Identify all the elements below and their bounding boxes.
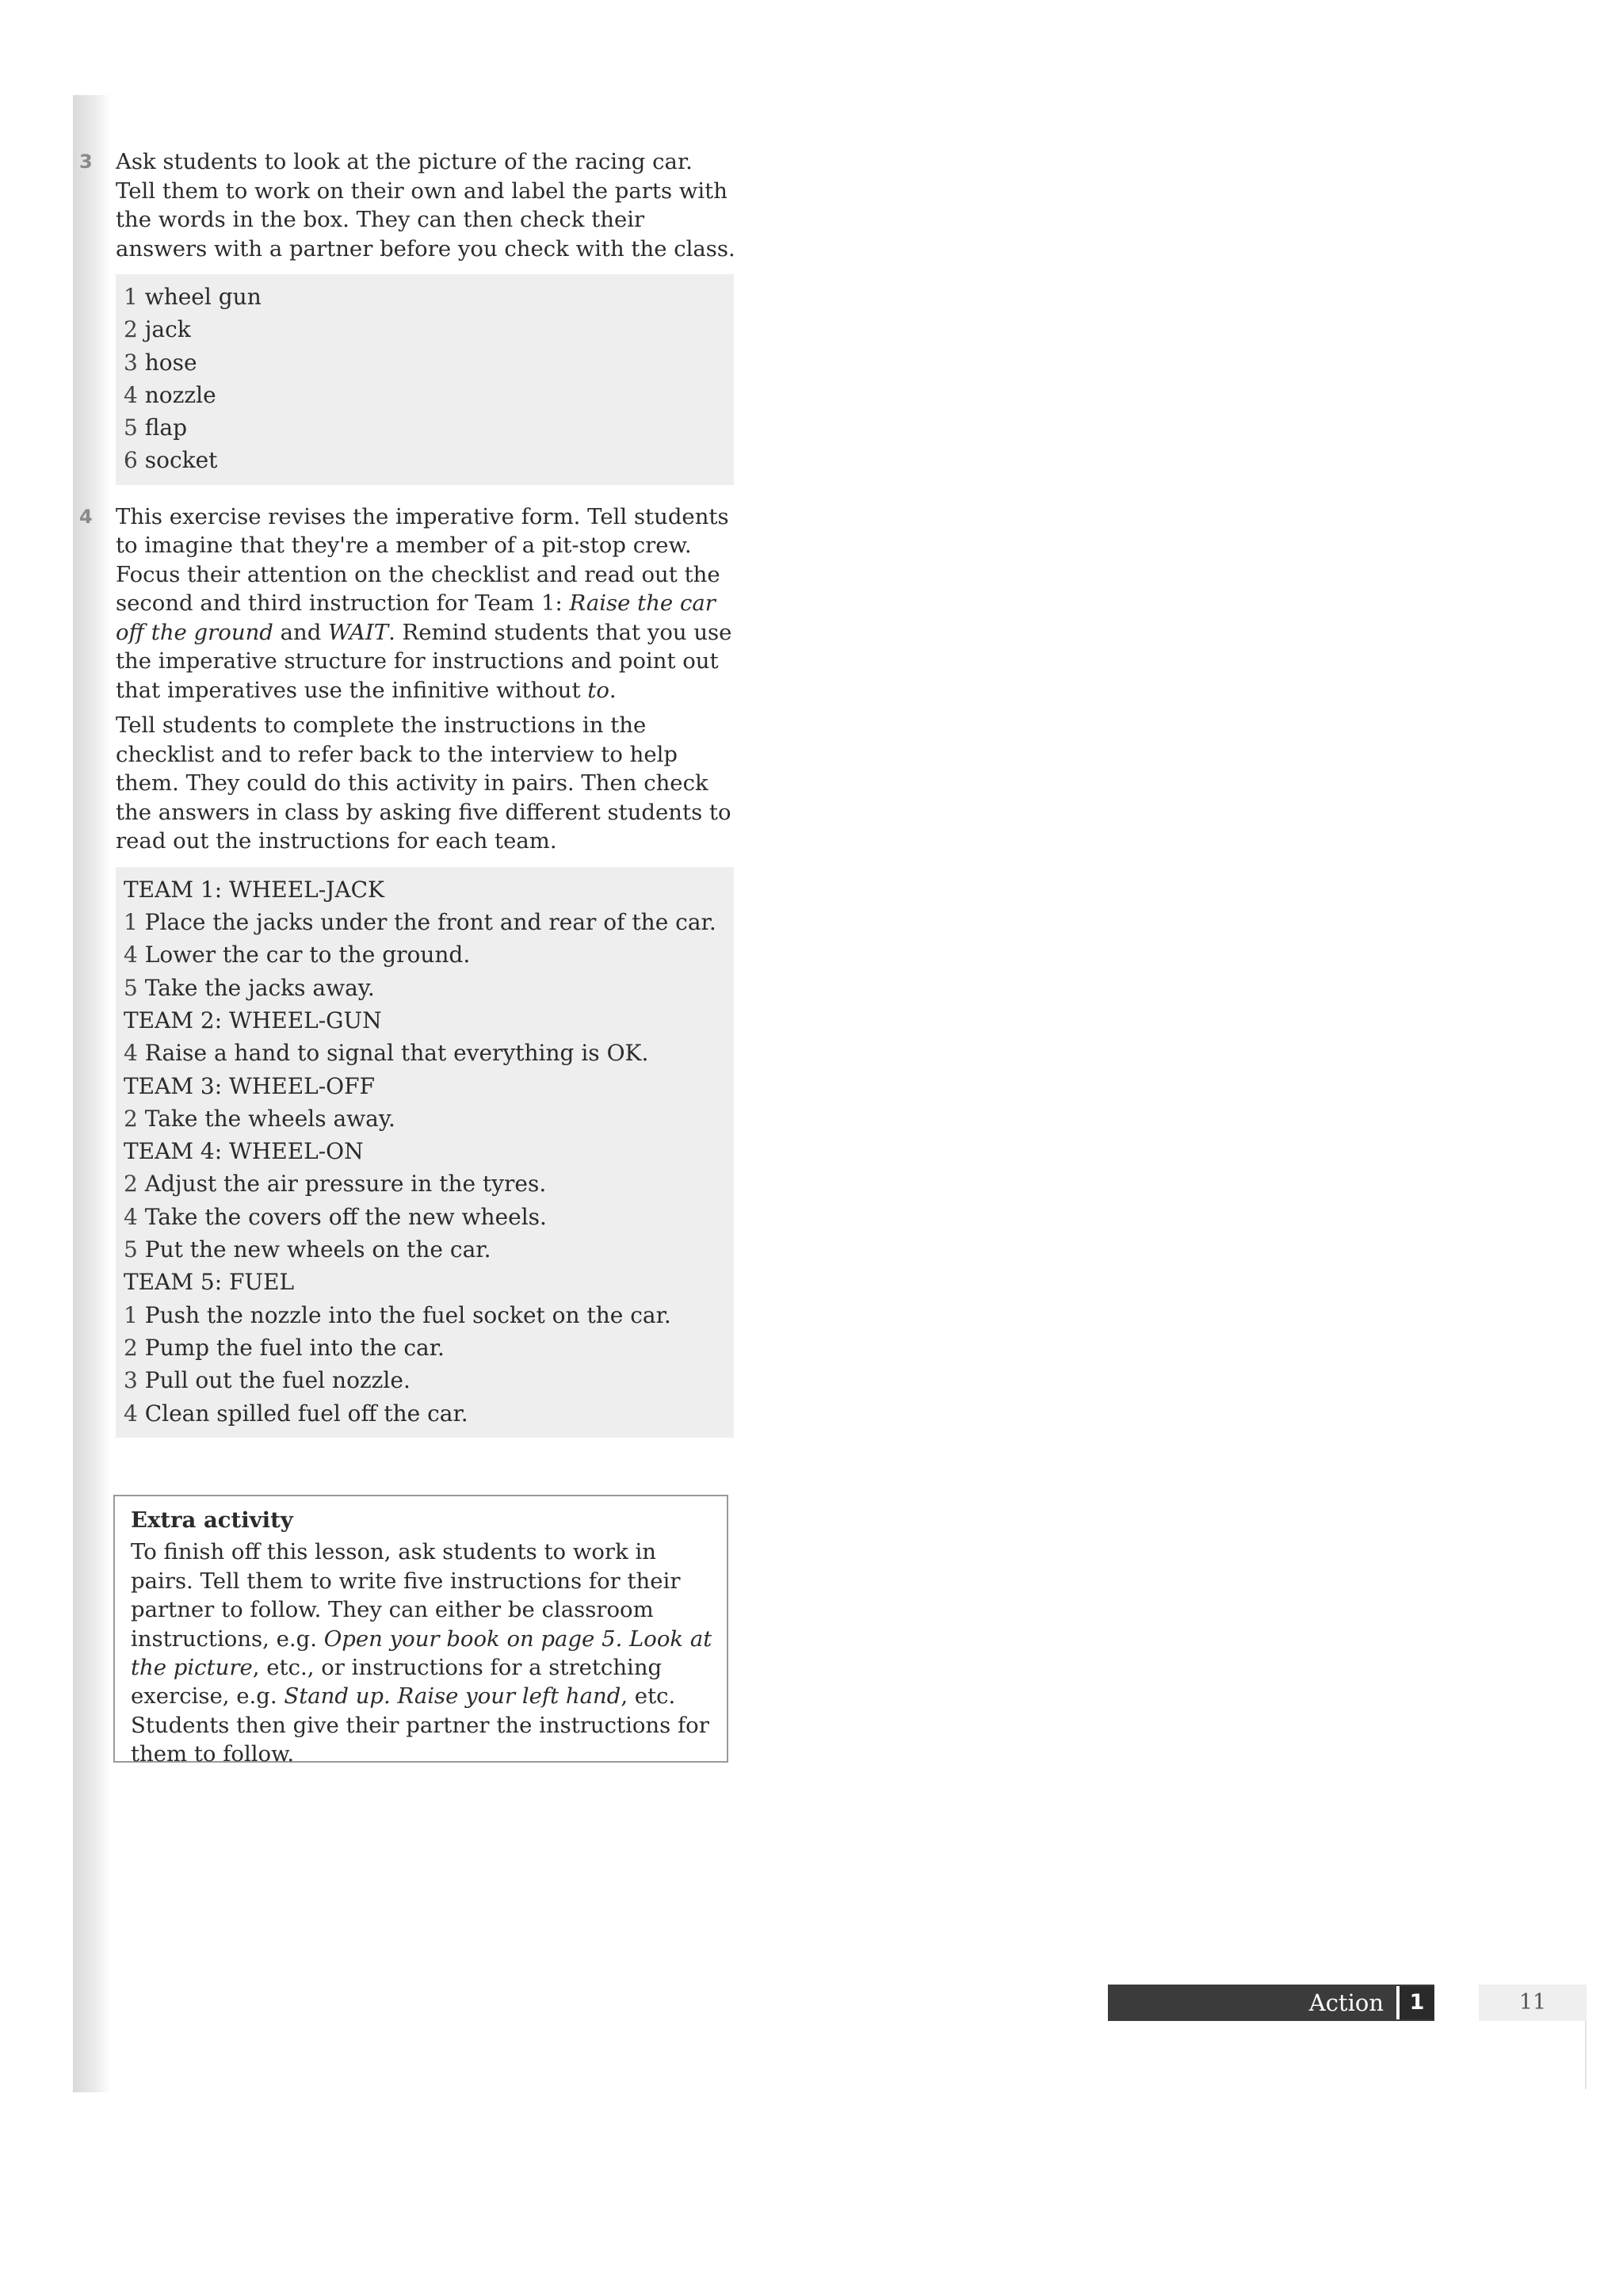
answer-line: 3 Pull out the fuel nozzle. bbox=[124, 1367, 411, 1394]
exercise-4-paragraph-2: Tell students to complete the instructions in the checklist and to refer back to the interview to help them. They could do this activity in pairs. Then check the answers in class by asking five different students to read out the instructions for each team. bbox=[116, 712, 731, 854]
exercise-4-paragraph-1: This exercise revises the imperative form. Tell students to imagine that they're a member of a pit-stop crew. Focus their attention on the checklist and read out the second and third instruction for Team 1: Raise the car off the ground and WAIT. Remind students that you use the imperative structure for instructions and point out that imperatives use the infinitive without to. bbox=[116, 503, 732, 703]
answer-line: 4 Lower the car to the ground. bbox=[124, 942, 471, 968]
answer-line: 4 Raise a hand to signal that everything is OK. bbox=[124, 1040, 649, 1067]
exercise-3-instructions: Ask students to look at the picture of the racing car. Tell them to work on their own and label the parts with the words in the box. They can then check their answers with a partner before you check with the class. bbox=[116, 149, 735, 262]
answer-line: 5 Take the jacks away. bbox=[124, 974, 375, 1001]
team-heading: TEAM 2: WHEEL-GUN bbox=[124, 1007, 382, 1033]
answer-line: 5 flap bbox=[124, 415, 188, 441]
answer-line: 4 nozzle bbox=[124, 381, 216, 408]
answer-line: 1 Push the nozzle into the fuel socket on the car. bbox=[124, 1301, 671, 1328]
team-heading: TEAM 3: WHEEL-OFF bbox=[124, 1072, 375, 1099]
checklist-answer-box bbox=[116, 867, 734, 1438]
main-column bbox=[79, 147, 739, 1455]
exercise-number: 3 bbox=[79, 151, 93, 173]
unit-label: Action bbox=[1308, 1989, 1384, 2016]
answer-line: 2 jack bbox=[124, 316, 191, 343]
extra-activity-box bbox=[113, 1495, 728, 1767]
unit-footer-band bbox=[1108, 1985, 1434, 2021]
exercise-number: 4 bbox=[79, 505, 93, 528]
answer-key-box bbox=[116, 274, 734, 485]
answer-line: 6 socket bbox=[124, 447, 218, 474]
answer-line: 3 hose bbox=[124, 349, 197, 376]
team-heading: TEAM 5: FUEL bbox=[124, 1269, 295, 1296]
exercise-3 bbox=[79, 147, 739, 485]
page-number: 11 bbox=[1479, 1985, 1587, 2021]
answer-line: 5 Put the new wheels on the car. bbox=[124, 1236, 491, 1263]
extra-activity-title: Extra activity bbox=[131, 1507, 293, 1533]
answer-line: 2 Adjust the air pressure in the tyres. bbox=[124, 1171, 547, 1198]
team-heading: TEAM 1: WHEEL-JACK bbox=[124, 876, 384, 903]
answer-line: 4 Take the covers off the new wheels. bbox=[124, 1203, 547, 1230]
scan-shadow bbox=[73, 95, 111, 2092]
answer-line: 4 Clean spilled fuel off the car. bbox=[124, 1400, 468, 1427]
exercise-4 bbox=[79, 502, 739, 1438]
answer-line: 2 Pump the fuel into the car. bbox=[124, 1334, 445, 1361]
answer-line: 2 Take the wheels away. bbox=[124, 1105, 395, 1132]
page-edge-rule bbox=[1585, 2021, 1587, 2089]
answer-line: 1 wheel gun bbox=[124, 284, 262, 310]
team-heading: TEAM 4: WHEEL-ON bbox=[124, 1138, 364, 1165]
answer-line: 1 Place the jacks under the front and rear of the car. bbox=[124, 909, 716, 936]
unit-number-badge: 1 bbox=[1396, 1986, 1434, 2019]
extra-activity-text: To finish off this lesson, ask students to work in pairs. Tell them to write five instructions for their partner to follow. They can either be classroom instructions, e.g. Open your book on page 5. Look at the picture, etc., or instructions for a stretching exercise, e.g. Stand up. Raise your left hand, etc. Students then give their partner the instructions for them to follow. bbox=[131, 1539, 712, 1767]
